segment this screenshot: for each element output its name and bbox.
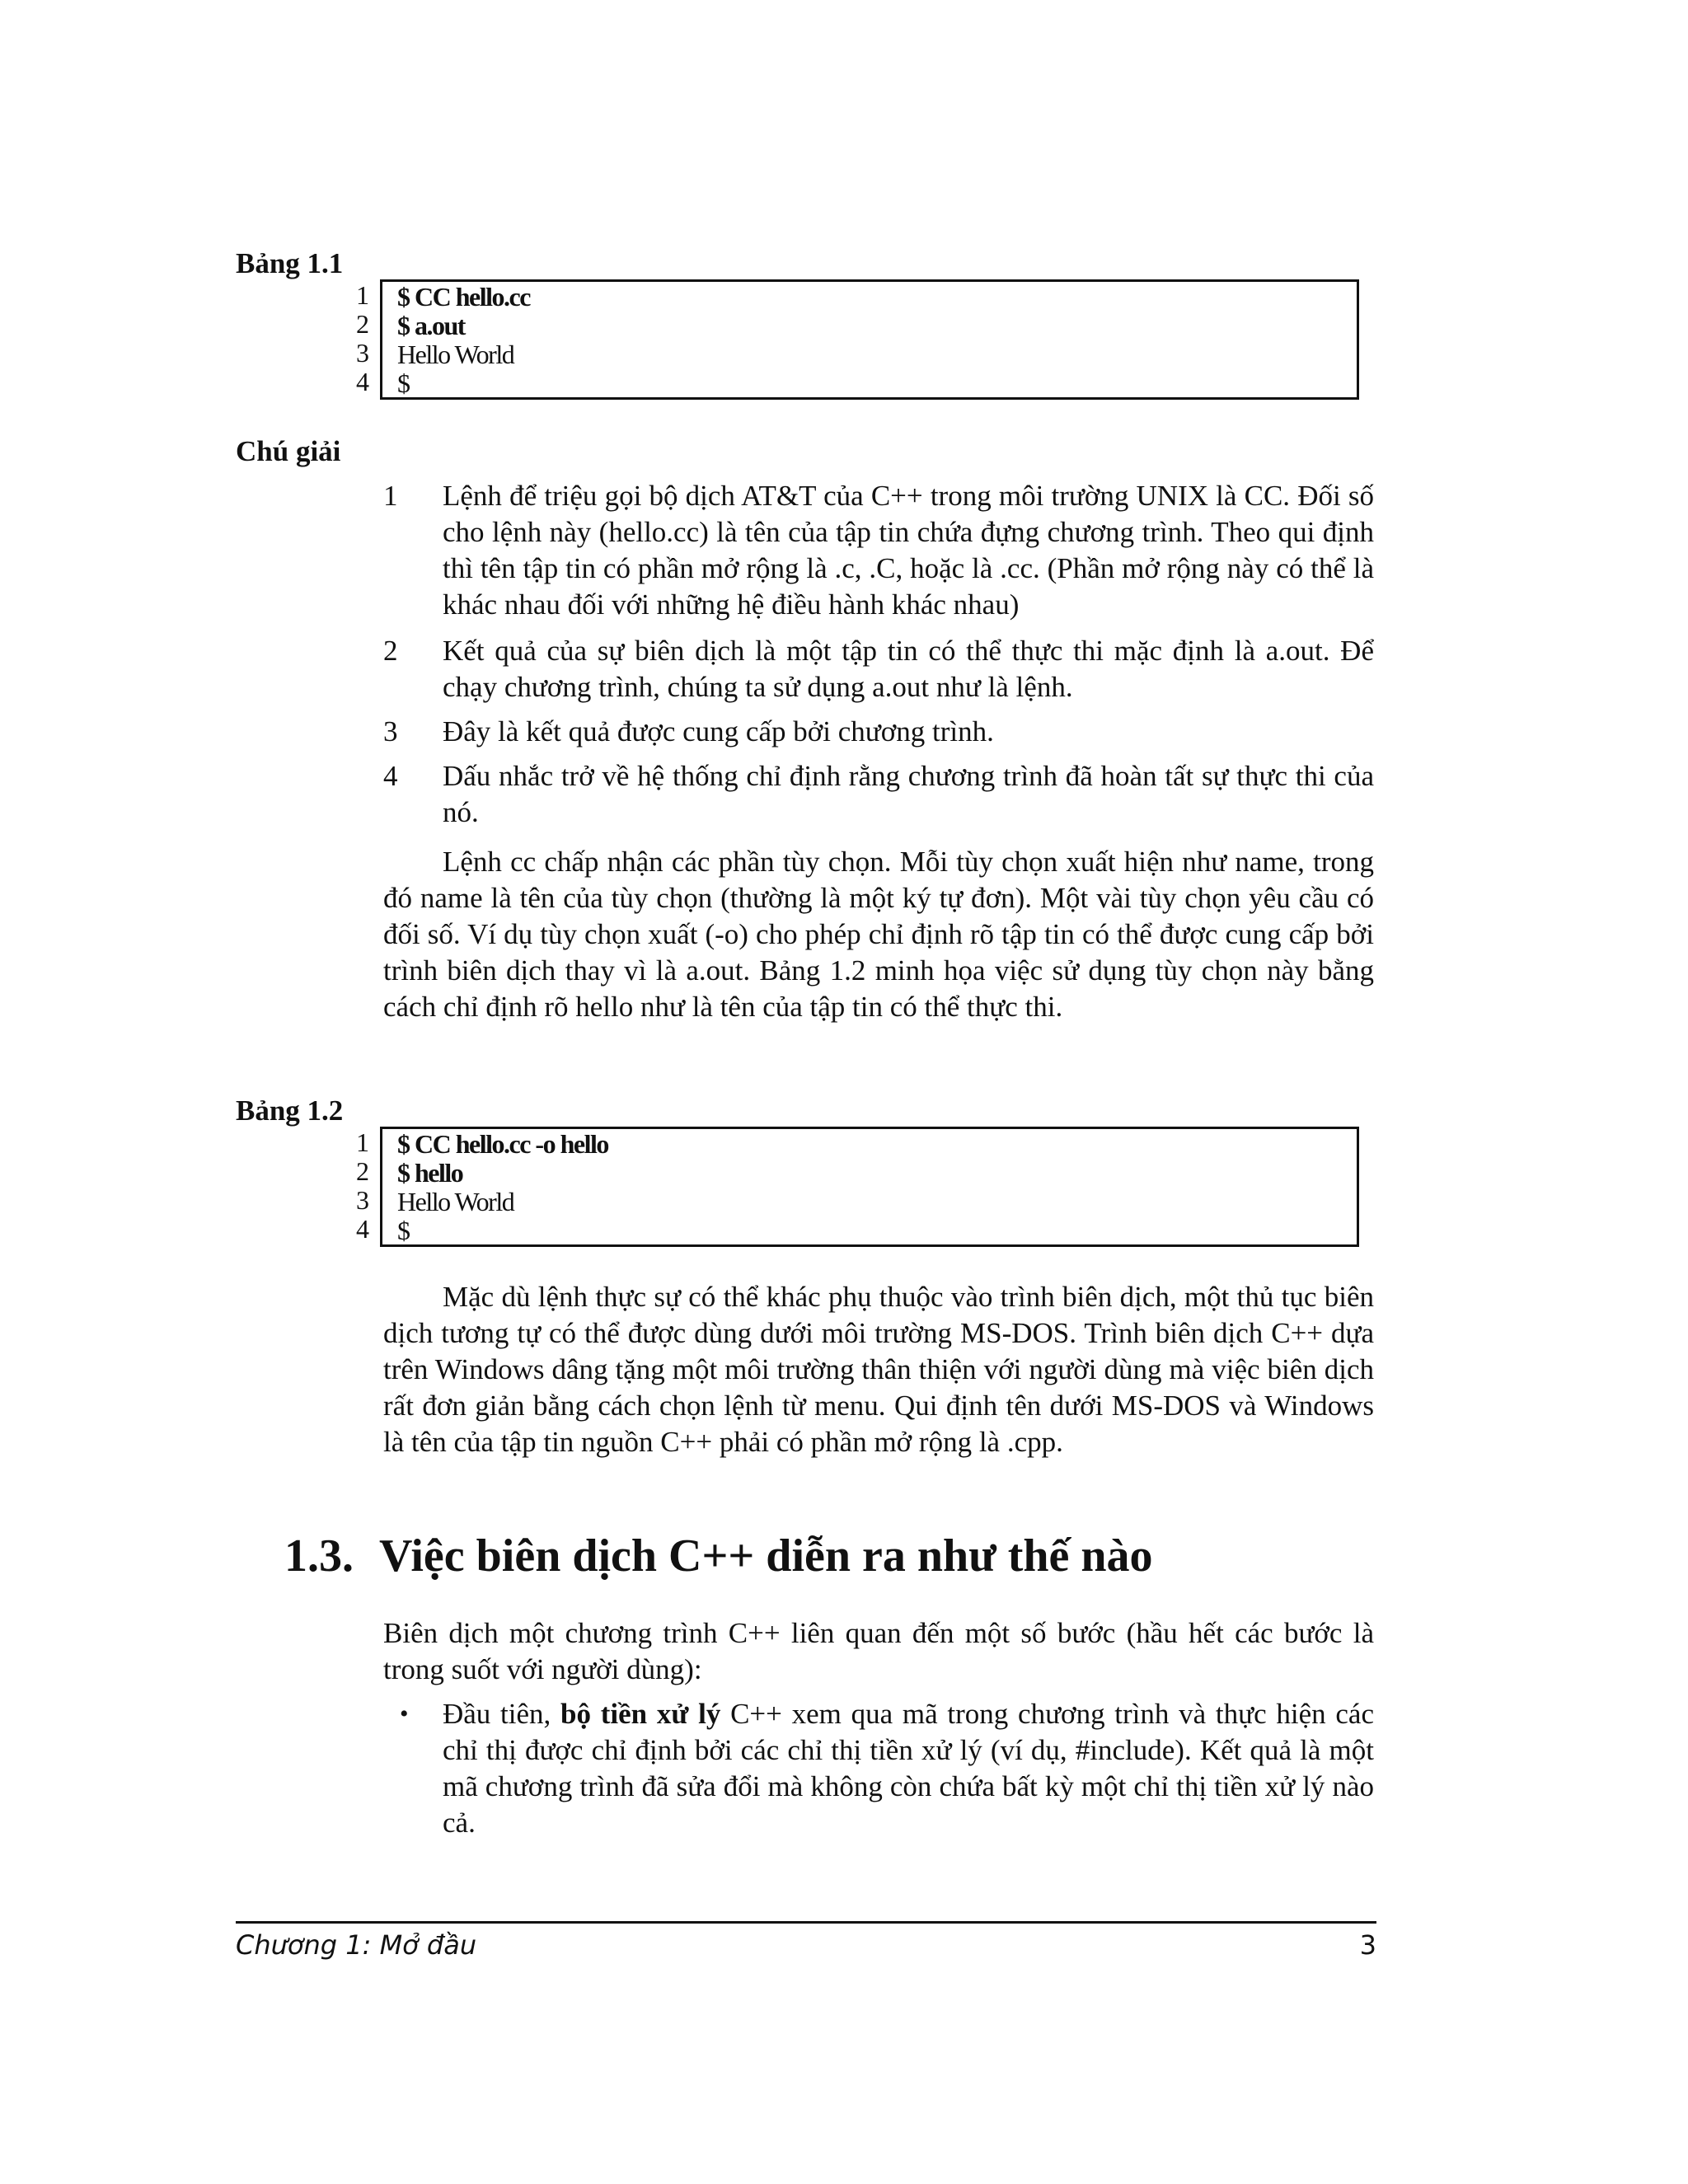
line-number: 1 <box>356 280 369 310</box>
code-line: $ hello <box>397 1158 463 1188</box>
table-1-1-code-box <box>380 279 1359 400</box>
code-line: $ <box>397 1216 410 1245</box>
note-number: 1 <box>383 480 398 512</box>
section-number: 1.3. <box>284 1530 354 1582</box>
note-number: 2 <box>383 635 398 667</box>
note-text: Kết quả của sự biên dịch là một tập tin có thể thực thi mặc định là a.out. Để chạy chương trình, chúng ta sử dụng a.out như là lệnh. <box>443 635 1374 703</box>
note-item <box>383 758 1376 832</box>
table-1-2-label: Bảng 1.2 <box>236 1094 344 1127</box>
note-number: 4 <box>383 760 398 792</box>
footer-divider <box>236 1921 1376 1924</box>
line-number: 3 <box>356 1185 369 1215</box>
bullet-text-start: Đầu tiên, <box>443 1698 561 1730</box>
paragraph-intro: Biên dịch một chương trình C++ liên quan đến một số bước (hầu hết các bước là trong suốt với người dùng): <box>383 1617 1374 1685</box>
table-1-1-line-numbers <box>229 281 369 396</box>
line-number: 4 <box>356 367 369 396</box>
line-number: 2 <box>356 1156 369 1186</box>
section-title: Việc biên dịch C++ diễn ra như thế nào <box>379 1530 1153 1582</box>
note-item <box>383 714 1376 750</box>
bullet-term: bộ tiền xử lý <box>560 1698 721 1730</box>
paragraph-options: Lệnh cc chấp nhận các phần tùy chọn. Mỗi tùy chọn xuất hiện như name, trong đó name là tên của tùy chọn (thường là một ký tự đơn). Một vài tùy chọn yêu cầu có đối số. Ví dụ tùy chọn xuất (-o) cho phép chỉ định rõ tập tin có thể được cung cấp bởi trình biên dịch thay vì là a.out. Bảng 1.2 minh họa việc sử dụng tùy chọn này bằng cách chỉ định rõ hello như là tên của tập tin có thể thực thi. <box>383 846 1374 1023</box>
page-number: 3 <box>1359 1929 1376 1961</box>
code-line: $ CC hello.cc <box>397 282 530 312</box>
code-line: $ CC hello.cc -o hello <box>397 1129 608 1159</box>
line-number: 3 <box>356 338 369 368</box>
footer-chapter: Chương 1: Mở đầu <box>236 1929 477 1961</box>
note-text: Dấu nhắc trở về hệ thống chỉ định rằng chương trình đã hoàn tất sự thực thi của nó. <box>443 760 1374 828</box>
code-line: $ <box>397 368 410 398</box>
code-line: $ a.out <box>397 311 465 340</box>
paragraph-ms-dos: Mặc dù lệnh thực sự có thể khác phụ thuộc vào trình biên dịch, một thủ tục biên dịch tương tự có thể được dùng dưới môi trường MS-DOS. Trình biên dịch C++ dựa trên Windows dâng tặng một môi trường thân thiện với người dùng mà việc biên dịch rất đơn giản bằng cách chọn lệnh từ menu. Qui định tên dưới MS-DOS và Windows là tên của tập tin nguồn C++ phải có phần mở rộng là .cpp. <box>383 1281 1374 1458</box>
bullet-text-rest: C++ xem qua mã trong chương trình và thực hiện các chỉ thị được chỉ định bởi các chỉ thị tiền xử lý (ví dụ, #include). Kết quả là một mã chương trình đã sửa đổi mà không còn chứa bất kỳ một chỉ thị tiền xử lý nào cả. <box>443 1698 1375 1839</box>
bullet-icon: • <box>400 1700 409 1727</box>
line-number: 4 <box>356 1214 369 1244</box>
note-number: 3 <box>383 715 398 748</box>
bullet-item <box>443 1696 1374 1841</box>
line-number: 1 <box>356 1127 369 1157</box>
note-item <box>383 478 1376 626</box>
table-1-2-line-numbers <box>229 1128 369 1244</box>
line-number: 2 <box>356 309 369 339</box>
note-text: Đây là kết quả được cung cấp bởi chương trình. <box>443 715 994 748</box>
section-heading <box>284 1530 1153 1582</box>
code-line: Hello World <box>397 1187 514 1216</box>
note-text: Lệnh để triệu gọi bộ dịch AT&T của C++ trong môi trường UNIX là CC. Đối số cho lệnh này (hello.cc) là tên của tập tin chứa đựng chương trình. Theo qui định thì tên tập tin có phần mở rộng là .c, .C, hoặc là .cc. (Phần mở rộng này có thể là khác nhau đối với những hệ điều hành khác nhau) <box>443 480 1374 621</box>
code-line: Hello World <box>397 340 514 369</box>
notes-label: Chú giải <box>236 435 341 467</box>
note-item <box>383 633 1376 707</box>
table-1-1-label: Bảng 1.1 <box>236 247 344 279</box>
table-1-2-code-box <box>380 1127 1359 1247</box>
